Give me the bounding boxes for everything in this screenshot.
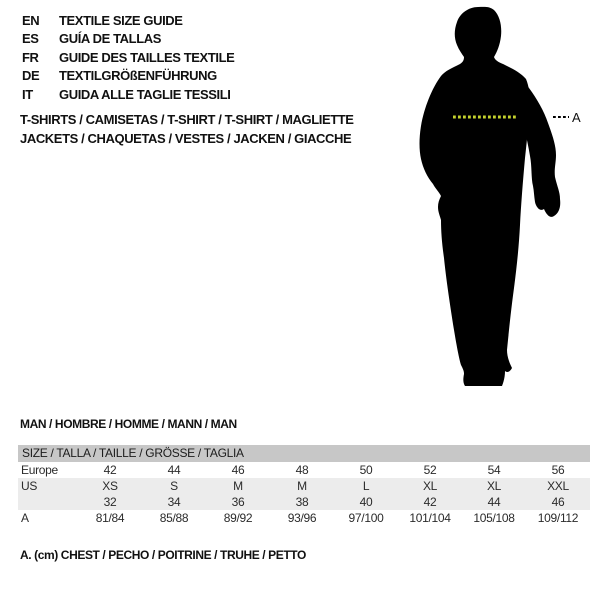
lang-code: DE [22,68,40,84]
table-row-us-numeric [18,494,590,510]
table-cell: 44 [167,463,181,477]
table-cell: 48 [295,463,309,477]
table-cell: 42 [103,463,117,477]
table-cell: 44 [487,495,501,509]
lang-label: TEXTILGRÖßENFÜHRUNG [59,68,217,84]
lang-code: ES [22,31,39,47]
size-table [18,445,590,526]
table-cell: 46 [231,463,245,477]
row-label: US [21,479,38,493]
lang-row-it [22,85,234,104]
table-cell: XS [102,479,118,493]
table-cell: 81/84 [95,511,125,525]
man-silhouette-body [420,7,531,386]
table-cell: 85/88 [159,511,189,525]
product-line-jackets: JACKETS / CHAQUETAS / VESTES / JACKEN / GIACCHE [20,131,352,146]
table-cell: M [297,479,307,493]
lang-label: GUIDA ALLE TAGLIE TESSILI [59,86,231,102]
table-cell: XXL [547,479,569,493]
lang-label: GUIDE DES TAILLES TEXTILE [59,49,235,65]
table-cell: M [233,479,243,493]
lang-code: IT [22,86,33,102]
table-row-us [18,478,590,494]
table-row-chest-a [18,510,590,526]
man-silhouette-figure [408,0,583,395]
table-cell: 50 [359,463,373,477]
table-cell: 93/96 [287,511,317,525]
table-cell: 46 [551,495,565,509]
lang-row-en [22,11,234,30]
row-label [18,494,78,510]
table-cell: 89/92 [223,511,253,525]
table-cell: 101/104 [409,511,451,525]
table-cell: S [170,479,178,493]
table-cell: 32 [103,495,117,509]
lang-row-es [22,30,234,49]
table-cell: XL [486,479,502,493]
table-cell: 42 [423,495,437,509]
table-row-europe [18,462,590,478]
lang-code: EN [22,12,40,28]
row-label: A [21,511,29,525]
table-cell: 36 [231,495,245,509]
table-cell: 105/108 [473,511,515,525]
lang-code: FR [22,49,39,65]
table-cell: L [362,479,370,493]
section-title-man: MAN / HOMBRE / HOMME / MANN / MAN [20,417,237,431]
row-label: Europe [21,463,58,477]
lang-label: GUÍA DE TALLAS [59,31,162,47]
table-cell: XL [422,479,438,493]
language-list [22,11,234,104]
table-cell: 52 [423,463,437,477]
table-cell: 40 [359,495,373,509]
table-cell: 34 [167,495,181,509]
lang-row-fr [22,48,234,67]
chest-footnote: A. (cm) CHEST / PECHO / POITRINE / TRUHE / PETTO [20,548,306,562]
chest-measure-label: A [572,110,581,125]
table-cell: 109/112 [537,511,579,525]
size-table-header: SIZE / TALLA / TAILLE / GRÖSSE / TAGLIA [18,445,590,462]
table-cell: 97/100 [348,511,384,525]
table-cell: 38 [295,495,309,509]
product-line-tshirts: T-SHIRTS / CAMISETAS / T-SHIRT / T-SHIRT / MAGLIETTE [20,112,354,127]
product-types [20,110,354,148]
table-cell: 56 [551,463,565,477]
lang-label: TEXTILE SIZE GUIDE [59,12,183,28]
lang-row-de [22,67,234,86]
table-cell: 54 [487,463,501,477]
